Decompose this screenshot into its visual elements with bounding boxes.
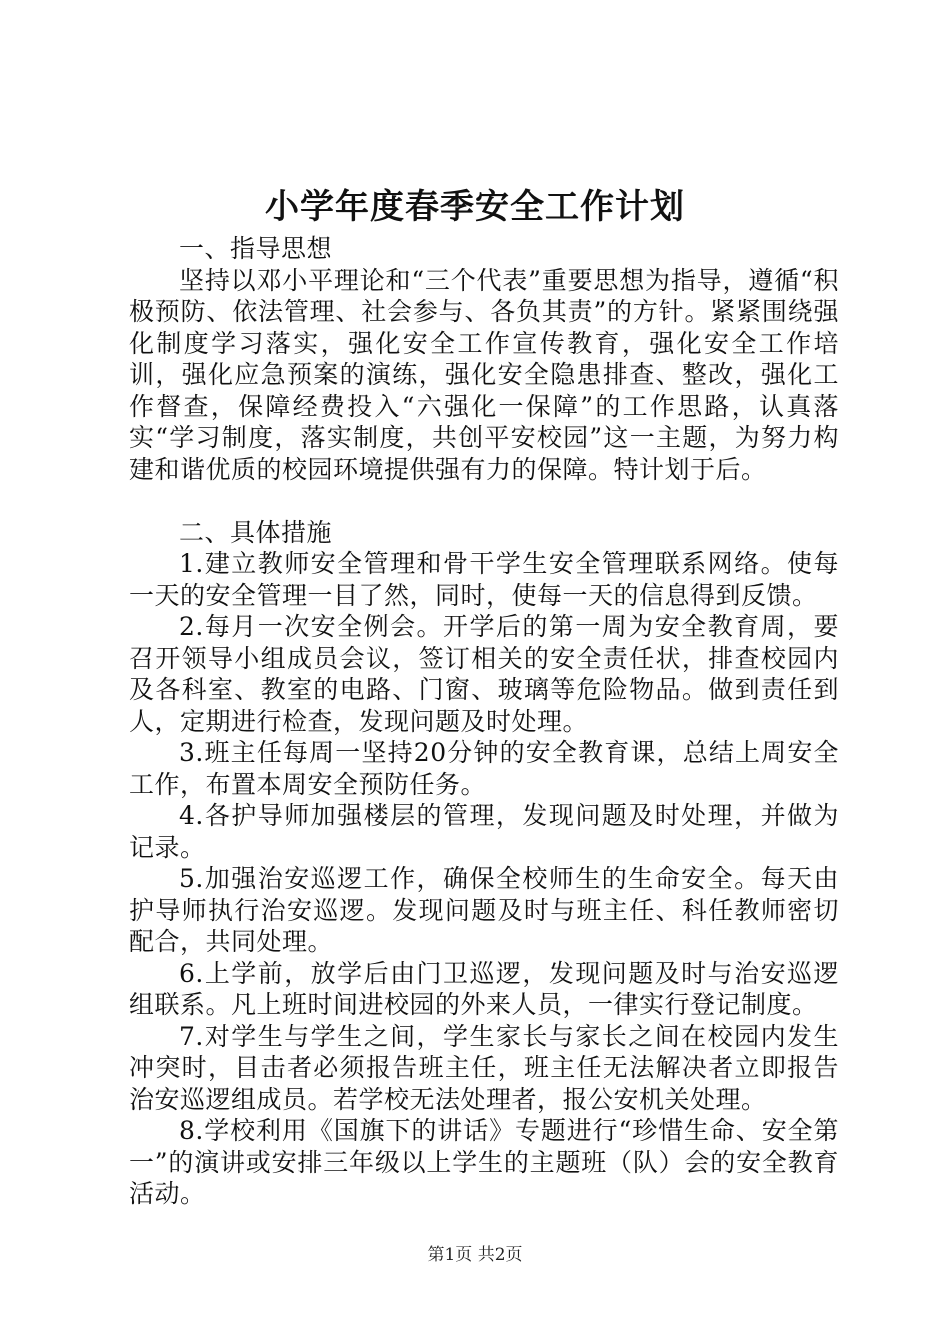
measure-item-1: 1.建立教师安全管理和骨干学生安全管理联系网络。使每一天的安全管理一目了然，同时，使每一天的信息得到反馈。 [129,549,839,610]
guiding-ideology-paragraph: 坚持以邓小平理论和“三个代表”重要思想为指导，遵循“积极预防、依法管理、社会参与、各负其责”的方针。紧紧围绕强化制度学习落实，强化安全工作宣传教育，强化安全工作培训，强化应急预案的演练，强化安全隐患排查、整改，强化工作督查，保障经费投入“六强化一保障”的工作思路，认真落实“学习制度，落实制度，共创平安校园”这一主题，为努力构建和谐优质的校园环境提供强有力的保障。特计划于后。 [129,265,839,484]
measure-item-7: 7.对学生与学生之间，学生家长与家长之间在校园内发生冲突时，目击者必须报告班主任，班主任无法解决者立即报告治安巡逻组成员。若学校无法处理者，报公安机关处理。 [129,1021,839,1114]
measure-item-5: 5.加强治安巡逻工作，确保全校师生的生命安全。每天由护导师执行治安巡逻。发现问题及时与班主任、科任教师密切配合，共同处理。 [129,864,839,956]
document-title: 小学年度春季安全工作计划 [265,187,685,227]
measure-item-4: 4.各护导师加强楼层的管理，发现问题及时处理，并做为记录。 [129,801,839,862]
measure-item-3: 3.班主任每周一坚持20分钟的安全教育课，总结上周安全工作，布置本周安全预防任务。 [129,738,839,799]
paragraph-gap [129,485,839,517]
measure-item-2: 2.每月一次安全例会。开学后的第一周为安全教育周，要召开领导小组成员会议，签订相关的安全责任状，排查校园内及各科室、教室的电路、门窗、玻璃等危险物品。做到责任到人，定期进行检查，发现问题及时处理。 [129,612,839,736]
document-body [129,233,839,1210]
section-heading-measures: 二、具体措施 [179,517,333,547]
section-heading-guiding-ideology: 一、指导思想 [179,234,333,263]
measure-item-8: 8.学校利用《国旗下的讲话》专题进行“珍惜生命、安全第一”的演讲或安排三年级以上学生的主题班（队）会的安全教育活动。 [129,1116,839,1208]
page-number-footer: 第1页 共2页 [427,1245,523,1265]
measure-item-6: 6.上学前，放学后由门卫巡逻，发现问题及时与治安巡逻组联系。凡上班时间进校园的外来人员，一律实行登记制度。 [129,958,839,1019]
